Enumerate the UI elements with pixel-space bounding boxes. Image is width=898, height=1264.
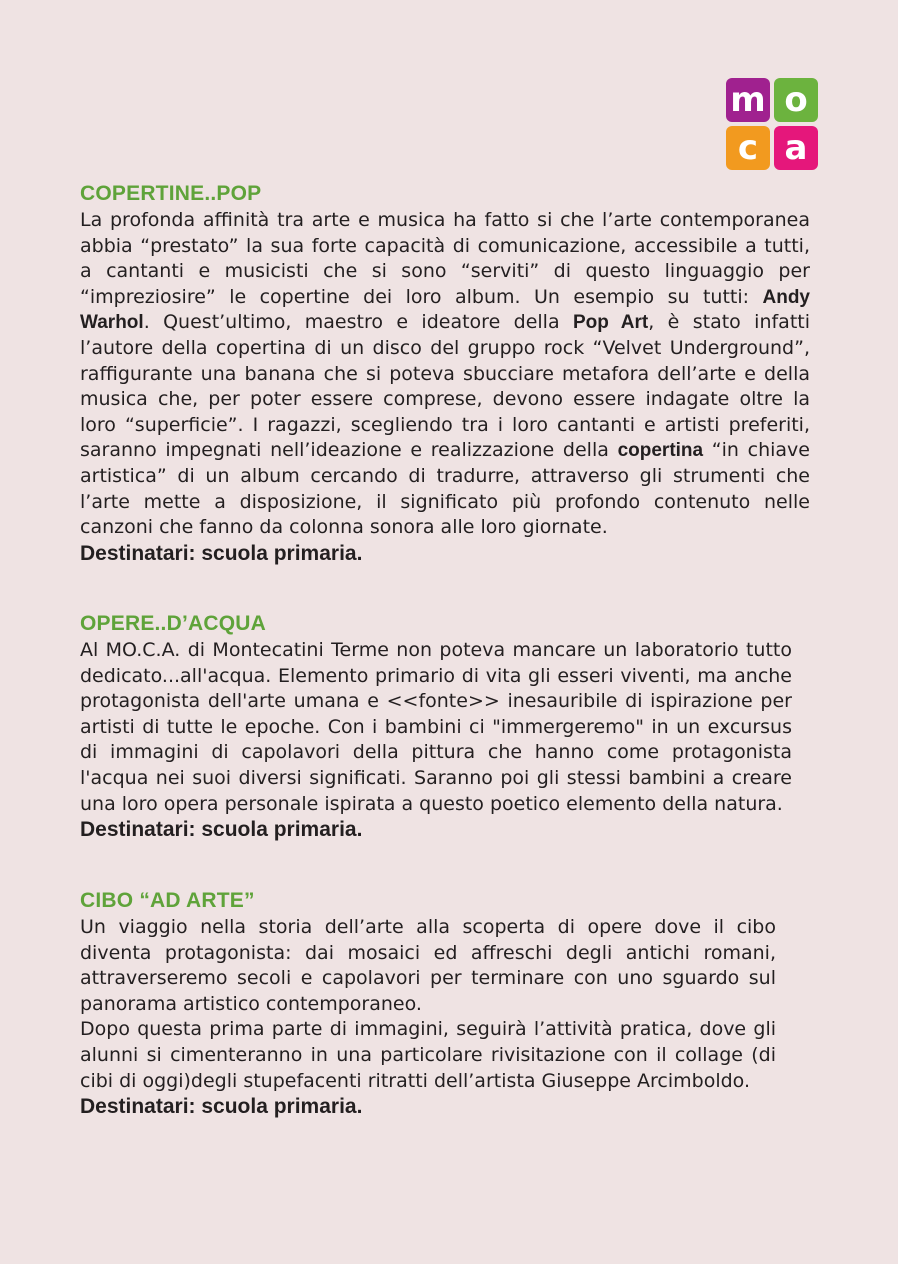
bold-text: Pop Art — [572, 312, 649, 334]
section-copertine-pop — [80, 182, 810, 567]
text-run: , è stato infatti l’autore della copertina di un disco del gruppo rock “Velvet Underground”, raffigurante una banana che si poteva sbucciare metafora dell’arte e della musica che, per poter essere comprese, devono essere indagate oltre la loro “superficie”. I ragazzi, scegliendo tra i loro cantanti e artisti preferiti, saranno impegnati nell’ideazione e realizzazione della — [80, 311, 810, 462]
bold-text: copertina — [617, 440, 704, 462]
logo-letter-m: m — [726, 78, 770, 122]
text-run: . Quest’ultimo, maestro e ideatore della — [143, 311, 573, 334]
text-run: La profonda affinità tra arte e musica ha fatto si che l’arte contemporanea abbia “prestato” la sua forte capacità di comunicazione, accessibile a tutti, a cantanti e musicisti che si sono “serviti” di questo linguaggio per “impreziosire” le copertine dei loro album. Un esempio su tutti: — [80, 209, 810, 308]
text-run: Dopo questa prima parte di immagini, seguirà l’attività pratica, dove gli alunni si cimenteranno in una particolare rivisitazione con il collage (di cibi di oggi)degli stupefacenti ritratti dell’artista Giuseppe Arcimboldo. — [80, 1018, 776, 1092]
section-body — [80, 208, 810, 541]
section-opere-acqua — [80, 612, 792, 843]
destinatari-label: Destinatari: scuola primaria. — [80, 1095, 363, 1119]
text-run: Un viaggio nella storia dell’arte alla scoperta di opere dove il cibo diventa protagonista: dai mosaici ed affreschi degli antichi romani, attraverseremo secoli e capolavori per terminare con uno sguardo sul panorama artistico contemporaneo. — [80, 916, 776, 1015]
section-cibo-ad-arte — [80, 889, 776, 1120]
moca-logo — [726, 78, 818, 170]
section-title: CIBO “AD ARTE” — [80, 889, 255, 912]
section-body — [80, 915, 776, 1017]
destinatari-label: Destinatari: scuola primaria. — [80, 818, 363, 842]
logo-letter-a: a — [774, 126, 818, 170]
section-title: COPERTINE..POP — [80, 182, 262, 205]
text-run: Al MO.C.A. di Montecatini Terme non poteva mancare un laboratorio tutto dedicato...all'acqua. Elemento primario di vita gli esseri viventi, ma anche protagonista dell'arte umana e <<fonte>> inesauribile di ispirazione per artisti di tutte le epoche. Con i bambini ci "immergeremo" in un excursus di immagini di capolavori della pittura che hanno come protagonista l'acqua nei suoi diversi significati. Saranno poi gli stessi bambini a creare una loro opera personale ispirata a questo poetico elemento della natura. — [80, 639, 792, 815]
logo-letter-o: o — [774, 78, 818, 122]
bold-text: Andy Warhol — [80, 286, 810, 334]
destinatari-label: Destinatari: scuola primaria. — [80, 541, 363, 565]
text-run: “in chiave artistica” di un album cercando di tradurre, attraverso gli strumenti che l’arte mette a disposizione, il significato più profondo contenuto nelle canzoni che fanno da colonna sonora alle loro giornate. — [80, 439, 810, 539]
section-title: OPERE..D’ACQUA — [80, 612, 266, 635]
section-body — [80, 638, 792, 817]
logo-letter-c: c — [726, 126, 770, 170]
section-body-continued — [80, 1017, 776, 1094]
